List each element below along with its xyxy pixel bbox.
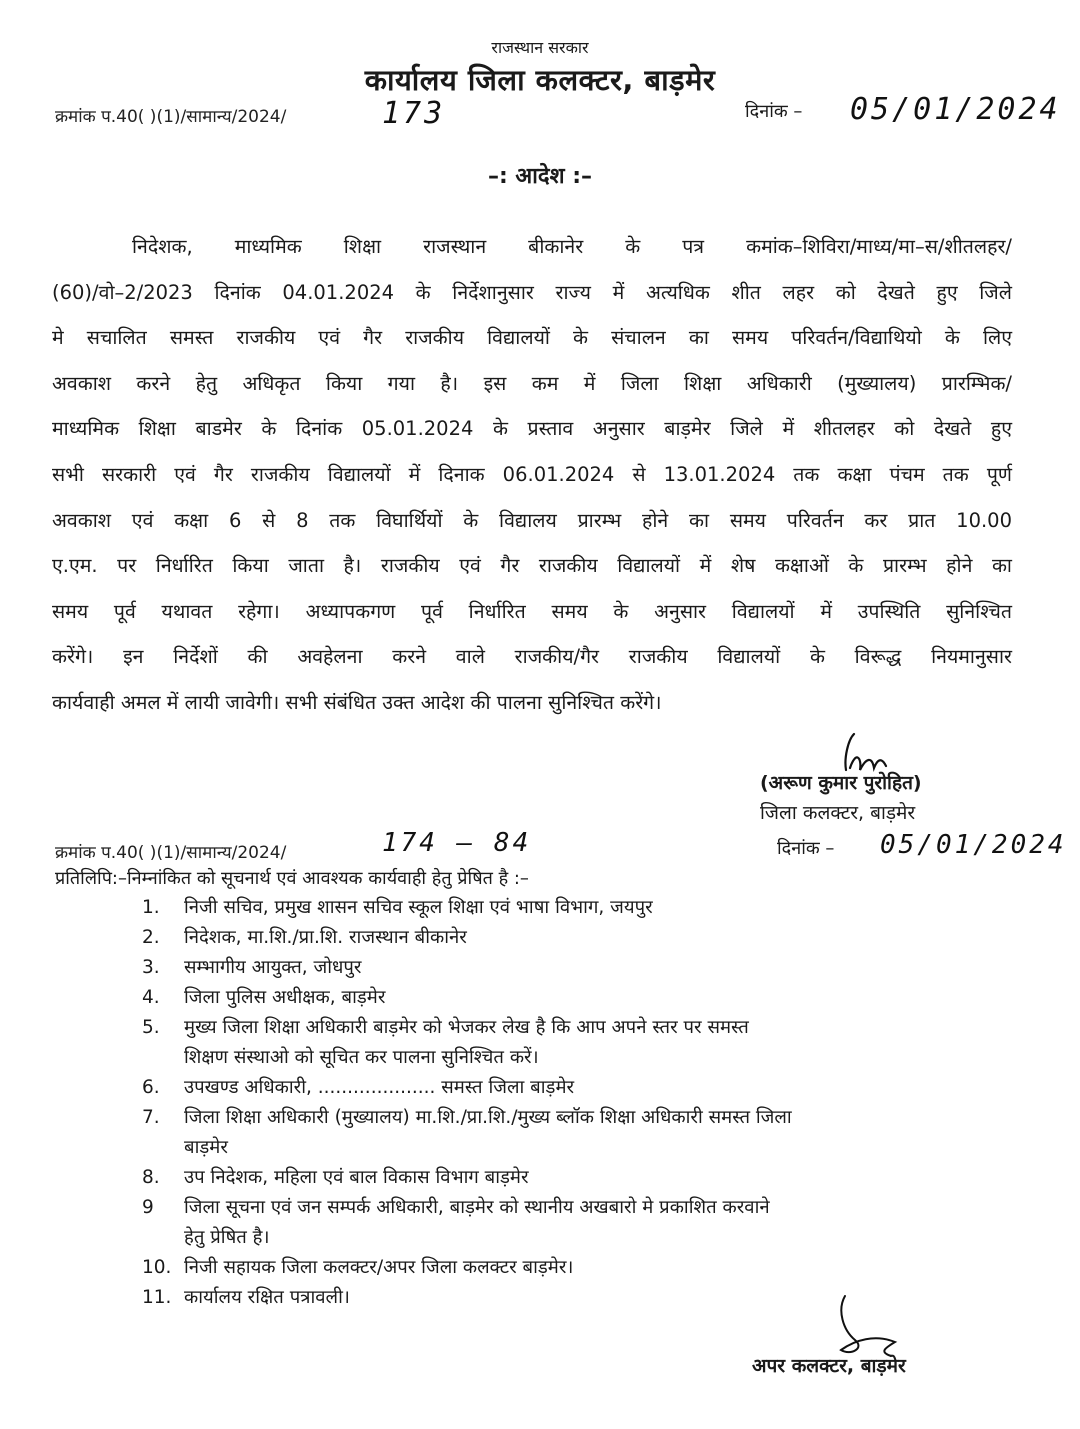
copy-date-label: दिनांक –: [777, 838, 835, 859]
body-line: अवकाश एवं कक्षा 6 से 8 तक विघार्थियों के विद्यालय प्रारम्भ होने का समय परिवर्तन कर प्रात 10.00: [52, 508, 1012, 532]
list-item-number: 8.: [142, 1167, 160, 1188]
list-item-text: जिला पुलिस अधीक्षक, बाड़मेर: [184, 987, 386, 1008]
body-line: (60)/वो–2/2023 दिनांक 04.01.2024 के निर्देशानुसार राज्य में अत्यधिक शीत लहर को देखते हुए जिले: [52, 280, 1012, 304]
signatory-name: (अरूण कुमार पुरोहित): [760, 772, 922, 794]
list-item-text: निजी सचिव, प्रमुख शासन सचिव स्कूल शिक्षा एवं भाषा विभाग, जयपुर: [184, 897, 653, 918]
copy-intro-text: प्रतिलिपि:–निम्नांकित को सूचनार्थ एवं आवश्यक कार्यवाही हेतु प्रेषित है :–: [55, 868, 529, 889]
copy-date-handwritten: 05/01/2024: [880, 830, 1067, 860]
list-item: [142, 1193, 1022, 1253]
list-item: [142, 953, 1022, 983]
list-item-text: बाड़मेर: [184, 1137, 228, 1158]
list-item-number: 11.: [142, 1287, 172, 1308]
body-line: निदेशक, माध्यमिक शिक्षा राजस्थान बीकानेर के पत्र कमांक–शिविरा/माध्य/मा–स/शीतलहर/: [132, 235, 1012, 258]
list-item-number: 2.: [142, 927, 160, 948]
order-date-handwritten: 05/01/2024: [850, 92, 1061, 127]
list-item-number: 10.: [142, 1257, 172, 1278]
list-item: [142, 923, 1022, 953]
list-item-text: हेतु प्रेषित है।: [184, 1227, 270, 1248]
body-line: अवकाश करने हेतु अधिकृत किया गया है। इस कम में जिला शिक्षा अधिकारी (मुख्यालय) प्रारम्भिक/: [52, 371, 1012, 395]
body-line: मे सचालित समस्त राजकीय एवं गैर राजकीय विद्यालयों के संचालन का समय परिवर्तन/विद्याथियो के लिए: [52, 326, 1012, 350]
body-line: कार्यवाही अमल में लायी जावेगी। सभी संबंधित उक्त आदेश की पालना सुनिश्चित करेंगे।: [52, 690, 662, 714]
copy-reference: [55, 840, 286, 863]
list-item: [142, 1103, 1022, 1163]
list-item-text: मुख्य जिला शिक्षा अधिकारी बाड़मेर को भेजकर लेख है कि आप अपने स्तर पर समस्त: [184, 1017, 749, 1038]
list-item-text: निदेशक, मा.शि./प्रा.शि. राजस्थान बीकानेर: [184, 927, 467, 948]
list-item-number: 4.: [142, 987, 160, 1008]
copy-number-handwritten: 174 – 84: [382, 828, 532, 858]
order-title: –: आदेश :–: [487, 164, 593, 189]
list-item: [142, 1073, 1022, 1103]
list-item-text: उप निदेशक, महिला एवं बाल विकास विभाग बाड़मेर: [184, 1167, 529, 1188]
list-item-number: 5.: [142, 1017, 160, 1038]
body-line: माध्यमिक शिक्षा बाडमेर के दिनांक 05.01.2024 के प्रस्ताव अनुसार बाड़मेर जिले में शीतलहर को देखते हुए: [52, 417, 1012, 441]
body-line: ए.एम. पर निर्धारित किया जाता है। राजकीय एवं गैर राजकीय विद्यालयों में शेष कक्षाओं के प्रारम्भ होने का: [52, 554, 1012, 578]
order-number-handwritten: 173: [382, 96, 446, 131]
list-item: [142, 893, 1022, 923]
copy-ref-prefix: क्रमांक प.40( )(1)/सामान्य/2024/: [55, 843, 287, 863]
list-item-number: 7.: [142, 1107, 160, 1128]
order-reference: [55, 104, 286, 127]
list-item-text: उपखण्ड अधिकारी, .................... समस्त जिला बाड़मेर: [184, 1077, 575, 1098]
footer-signatory: अपर कलक्टर, बाड़मेर: [752, 1355, 906, 1377]
body-line: सभी सरकारी एवं गैर राजकीय विद्यालयों में दिनाक 06.01.2024 से 13.01.2024 तक कक्षा पंचम तक पूर्ण: [52, 462, 1012, 486]
distribution-list: [142, 893, 1022, 1313]
list-item: [142, 1253, 1022, 1283]
list-item: [142, 1013, 1022, 1073]
list-item-text: जिला शिक्षा अधिकारी (मुख्यालय) मा.शि./प्रा.शि./मुख्य ब्लॉक शिक्षा अधिकारी समस्त जिला: [184, 1107, 792, 1128]
order-body-paragraph: [52, 224, 1012, 726]
office-title: कार्यालय जिला कलक्टर, बाड़मेर: [364, 63, 716, 97]
list-item-text: जिला सूचना एवं जन सम्पर्क अधिकारी, बाड़मेर को स्थानीय अखबारो मे प्रकाशित करवाने: [184, 1197, 770, 1218]
list-item-text: शिक्षण संस्थाओ को सूचित कर पालना सुनिश्चित करें।: [184, 1047, 539, 1068]
government-header: राजस्थान सरकार: [491, 38, 589, 57]
list-item: [142, 983, 1022, 1013]
collector-signatory-block: [760, 768, 922, 828]
list-item-text: सम्भागीय आयुक्त, जोधपुर: [184, 957, 362, 978]
order-ref-prefix: क्रमांक प.40( )(1)/सामान्य/2024/: [55, 107, 287, 127]
list-item-text: कार्यालय रक्षित पत्रावली।: [184, 1287, 350, 1308]
list-item-number: 1.: [142, 897, 160, 918]
list-item-text: निजी सहायक जिला कलक्टर/अपर जिला कलक्टर बाड़मेर।: [184, 1257, 574, 1278]
list-item-number: 9: [142, 1197, 154, 1218]
list-item-number: 6.: [142, 1077, 160, 1098]
signatory-designation: जिला कलक्टर, बाड़मेर: [760, 802, 916, 824]
body-line: करेंगे। इन निर्देशों की अवहेलना करने वाले राजकीय/गैर राजकीय विद्यालयों के विरूद्ध नियमानुसार: [52, 645, 1012, 669]
order-date-label: दिनांक –: [745, 101, 803, 122]
list-item-number: 3.: [142, 957, 160, 978]
body-line: समय पूर्व यथावत रहेगा। अध्यापकगण पूर्व निर्धारित समय के अनुसार विद्यालयों में उपस्थिति सुनिश्चित: [52, 599, 1012, 623]
list-item: [142, 1163, 1022, 1193]
